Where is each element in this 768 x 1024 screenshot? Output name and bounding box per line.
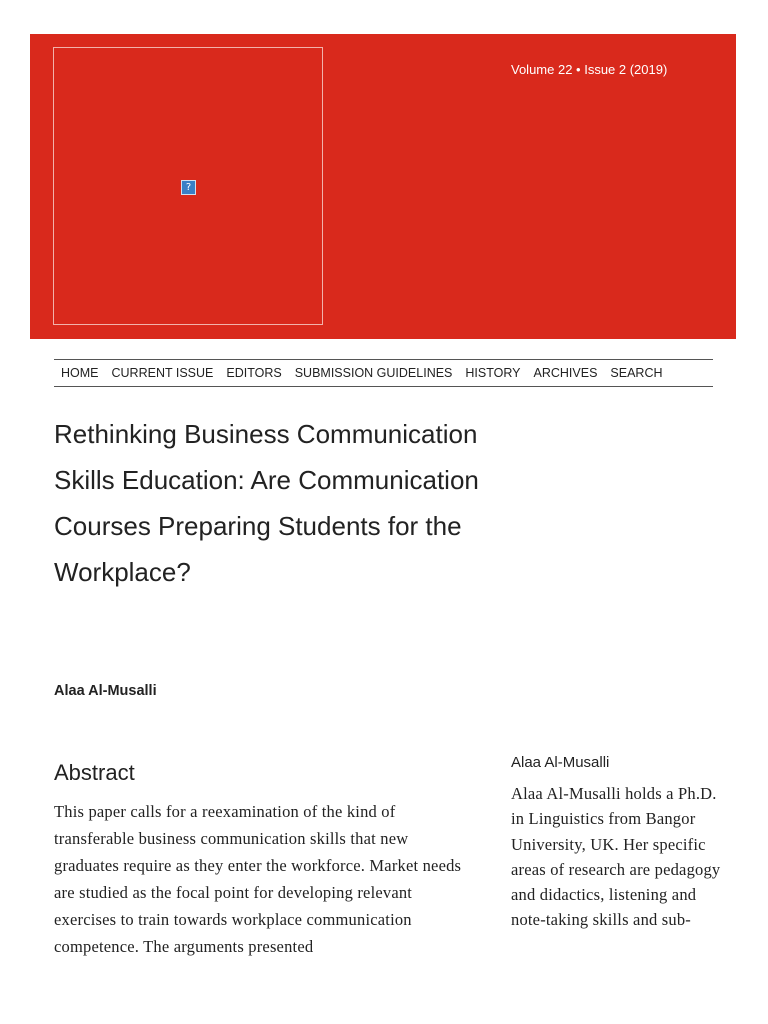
header-banner xyxy=(30,34,736,339)
main-nav xyxy=(54,359,713,387)
nav-current-issue[interactable]: CURRENT ISSUE xyxy=(111,366,214,380)
nav-home[interactable]: HOME xyxy=(61,366,99,380)
cover-image[interactable] xyxy=(53,47,323,325)
author-bio-name: Alaa Al-Musalli xyxy=(511,754,610,771)
nav-archives[interactable]: ARCHIVES xyxy=(533,366,598,380)
abstract-text: This paper calls for a reexamination of the kind of transferable business communication skills that new graduates require as they enter the workforce. Market needs are studied as the focal point for developing relevant exercises to train towards workplace communication competence. The arguments presented xyxy=(54,802,462,956)
nav-history[interactable]: HISTORY xyxy=(465,366,521,380)
abstract-heading: Abstract xyxy=(54,760,135,785)
article-author: Alaa Al-Musalli xyxy=(54,683,157,699)
broken-image-icon: ? xyxy=(181,180,196,195)
nav-editors[interactable]: EDITORS xyxy=(226,366,282,380)
article-title: Rethinking Business Communication Skills Education: Are Communication Courses Preparing Students for the Workplace? xyxy=(54,419,479,587)
nav-submission-guidelines[interactable]: SUBMISSION GUIDELINES xyxy=(294,366,453,380)
nav-search[interactable]: SEARCH xyxy=(610,366,663,380)
author-bio-text: Alaa Al-Musalli holds a Ph.D. in Linguistics from Bangor University, UK. Her specific areas of research are pedagogy and didactics, listening and note-taking skills and sub- xyxy=(511,784,721,930)
issue-info: Volume 22 • Issue 2 (2019) xyxy=(511,62,668,77)
